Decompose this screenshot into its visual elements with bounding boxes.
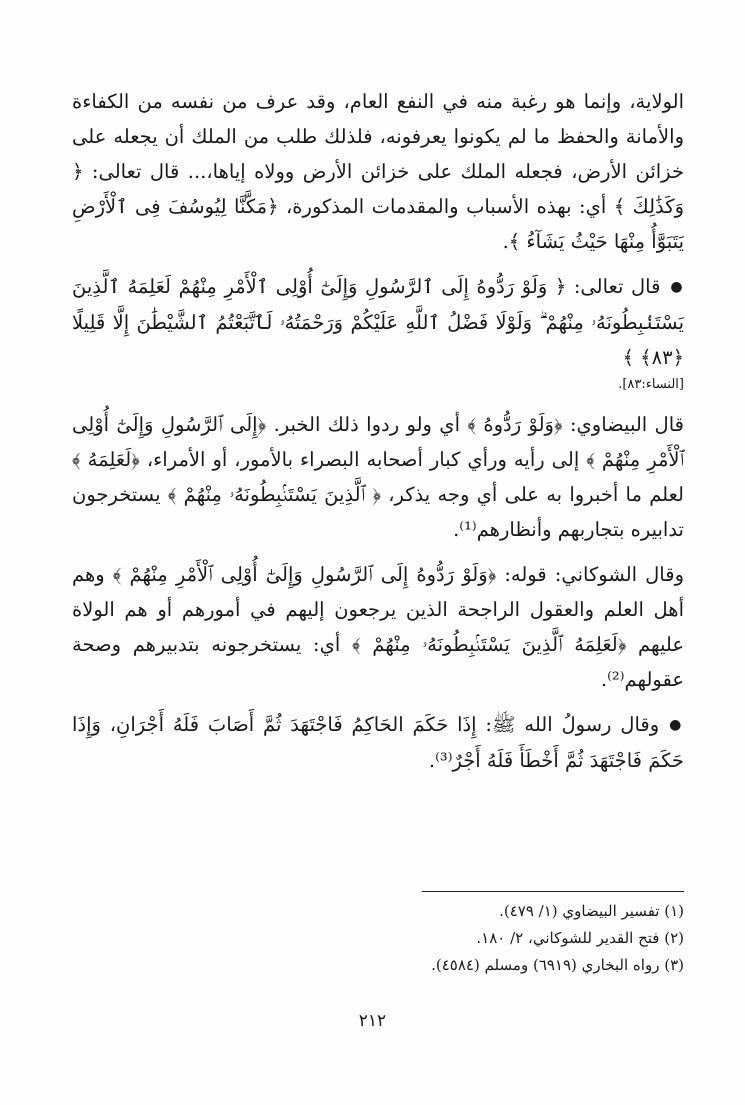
bullet-icon: ● [669, 717, 684, 733]
page-number: ٢١٢ [358, 1011, 387, 1031]
footnote-1: (١) تفسير البيضاوي (١/ ٤٧٩). [499, 902, 684, 920]
footnote-divider [422, 891, 684, 892]
paragraph-5-intro: وقال رسولُ الله ﷺ: [476, 713, 660, 736]
hadith-text: إِذَا حَكَمَ الحَاكِمُ فَاجْتَهَدَ ثُمَّ أَصَابَ فَلَهُ أَجْرَانِ، وَإِذَا حَكَمَ فَاجْتَهَدَ ثُمَّ أَخْطَأَ فَلَهُ أَجْرٌ⁽³⁾. [72, 713, 684, 772]
page-body [72, 84, 684, 778]
paragraph-2-intro: قال تعالى: [566, 275, 661, 298]
paragraph-5 [72, 707, 684, 778]
bullet-icon: ● [670, 279, 684, 295]
quran-verse: ﴿ وَلَوْ رَدُّوهُ إِلَى ٱلرَّسُولِ وَإِلَىٰٓ أُوْلِى ٱلْأَمْرِ مِنْهُمْ لَعَلِمَهُ ٱلَّذِينَ يَسْتَنۢبِطُونَهُۥ مِنْهُمْ ۗ وَلَوْلَا فَضْلُ ٱللَّهِ عَلَيْكُمْ وَرَحْمَتُهُۥ لَٱتَّبَعْتُمُ ٱلشَّيْطَٰنَ إِلَّا قَلِيلًا ﴿٨٣﴾ ﴾ [72, 275, 684, 369]
footnote-3: (٣) رواه البخاري (٦٩١٩) ومسلم (٤٥٨٤). [431, 956, 684, 974]
verse-reference: [النساء:٨٣]. [618, 377, 684, 392]
paragraph-1: الولاية، وإنما هو رغبة منه في النفع العام، وقد عرف من نفسه من الكفاءة والأمانة والحفظ ما لم يكونوا يعرفونه، فلذلك طلب من الملك أن يجعله على خزائن الأرض، فجعله الملك على خزائن الأرض وولاه إياها،... قال تعالى: ﴿ وَكَذَٰلِكَ ﴾ أي: بهذه الأسباب والمقدمات المذكورة، ﴿مَكَّنَّا لِيُوسُفَ فِى ٱلْأَرْضِ يَتَبَوَّأُ مِنْهَا حَيْثُ يَشَآءُ ﴾. [72, 90, 684, 253]
paragraph-2 [72, 269, 684, 375]
paragraph-3: قال البيضاوي: ﴿وَلَوْ رَدُّوهُ ﴾ أي ولو ردوا ذلك الخبر. ﴿إِلَى ٱلرَّسُولِ وَإِلَىٰٓ أُوْلِى ٱلْأَمْرِ مِنْهُمْ ﴾ إلى رأيه ورأي كبار أصحابه البصراء بالأمور، أو الأمراء، ﴿لَعَلِمَهُ ﴾ لعلم ما أخبروا به على أي وجه يذكر، ﴿ ٱلَّذِينَ يَسْتَنۢبِطُونَهُۥ مِنْهُمْ ﴾ يستخرجون تدابيره بتجاربهم وأنظارهم⁽¹⁾. [72, 413, 684, 541]
footnotes [284, 898, 684, 979]
paragraph-4: وقال الشوكاني: قوله: ﴿وَلَوْ رَدُّوهُ إِلَى ٱلرَّسُولِ وَإِلَىٰٓ أُوْلِى ٱلْأَمْرِ مِنْهُمْ ﴾ وهم أهل العلم والعقول الراجحة الذين يرجعون إليهم في أمورهم أو هم الولاة عليهم ﴿لَعَلِمَهُ ٱلَّذِينَ يَسْتَنۢبِطُونَهُۥ مِنْهُمْ ﴾ أي: يستخرجونه بتدبيرهم وصحة عقولهم⁽²⁾. [72, 563, 684, 691]
footnote-2: (٢) فتح القدير للشوكاني، ٢/ ١٨٠. [476, 929, 684, 947]
